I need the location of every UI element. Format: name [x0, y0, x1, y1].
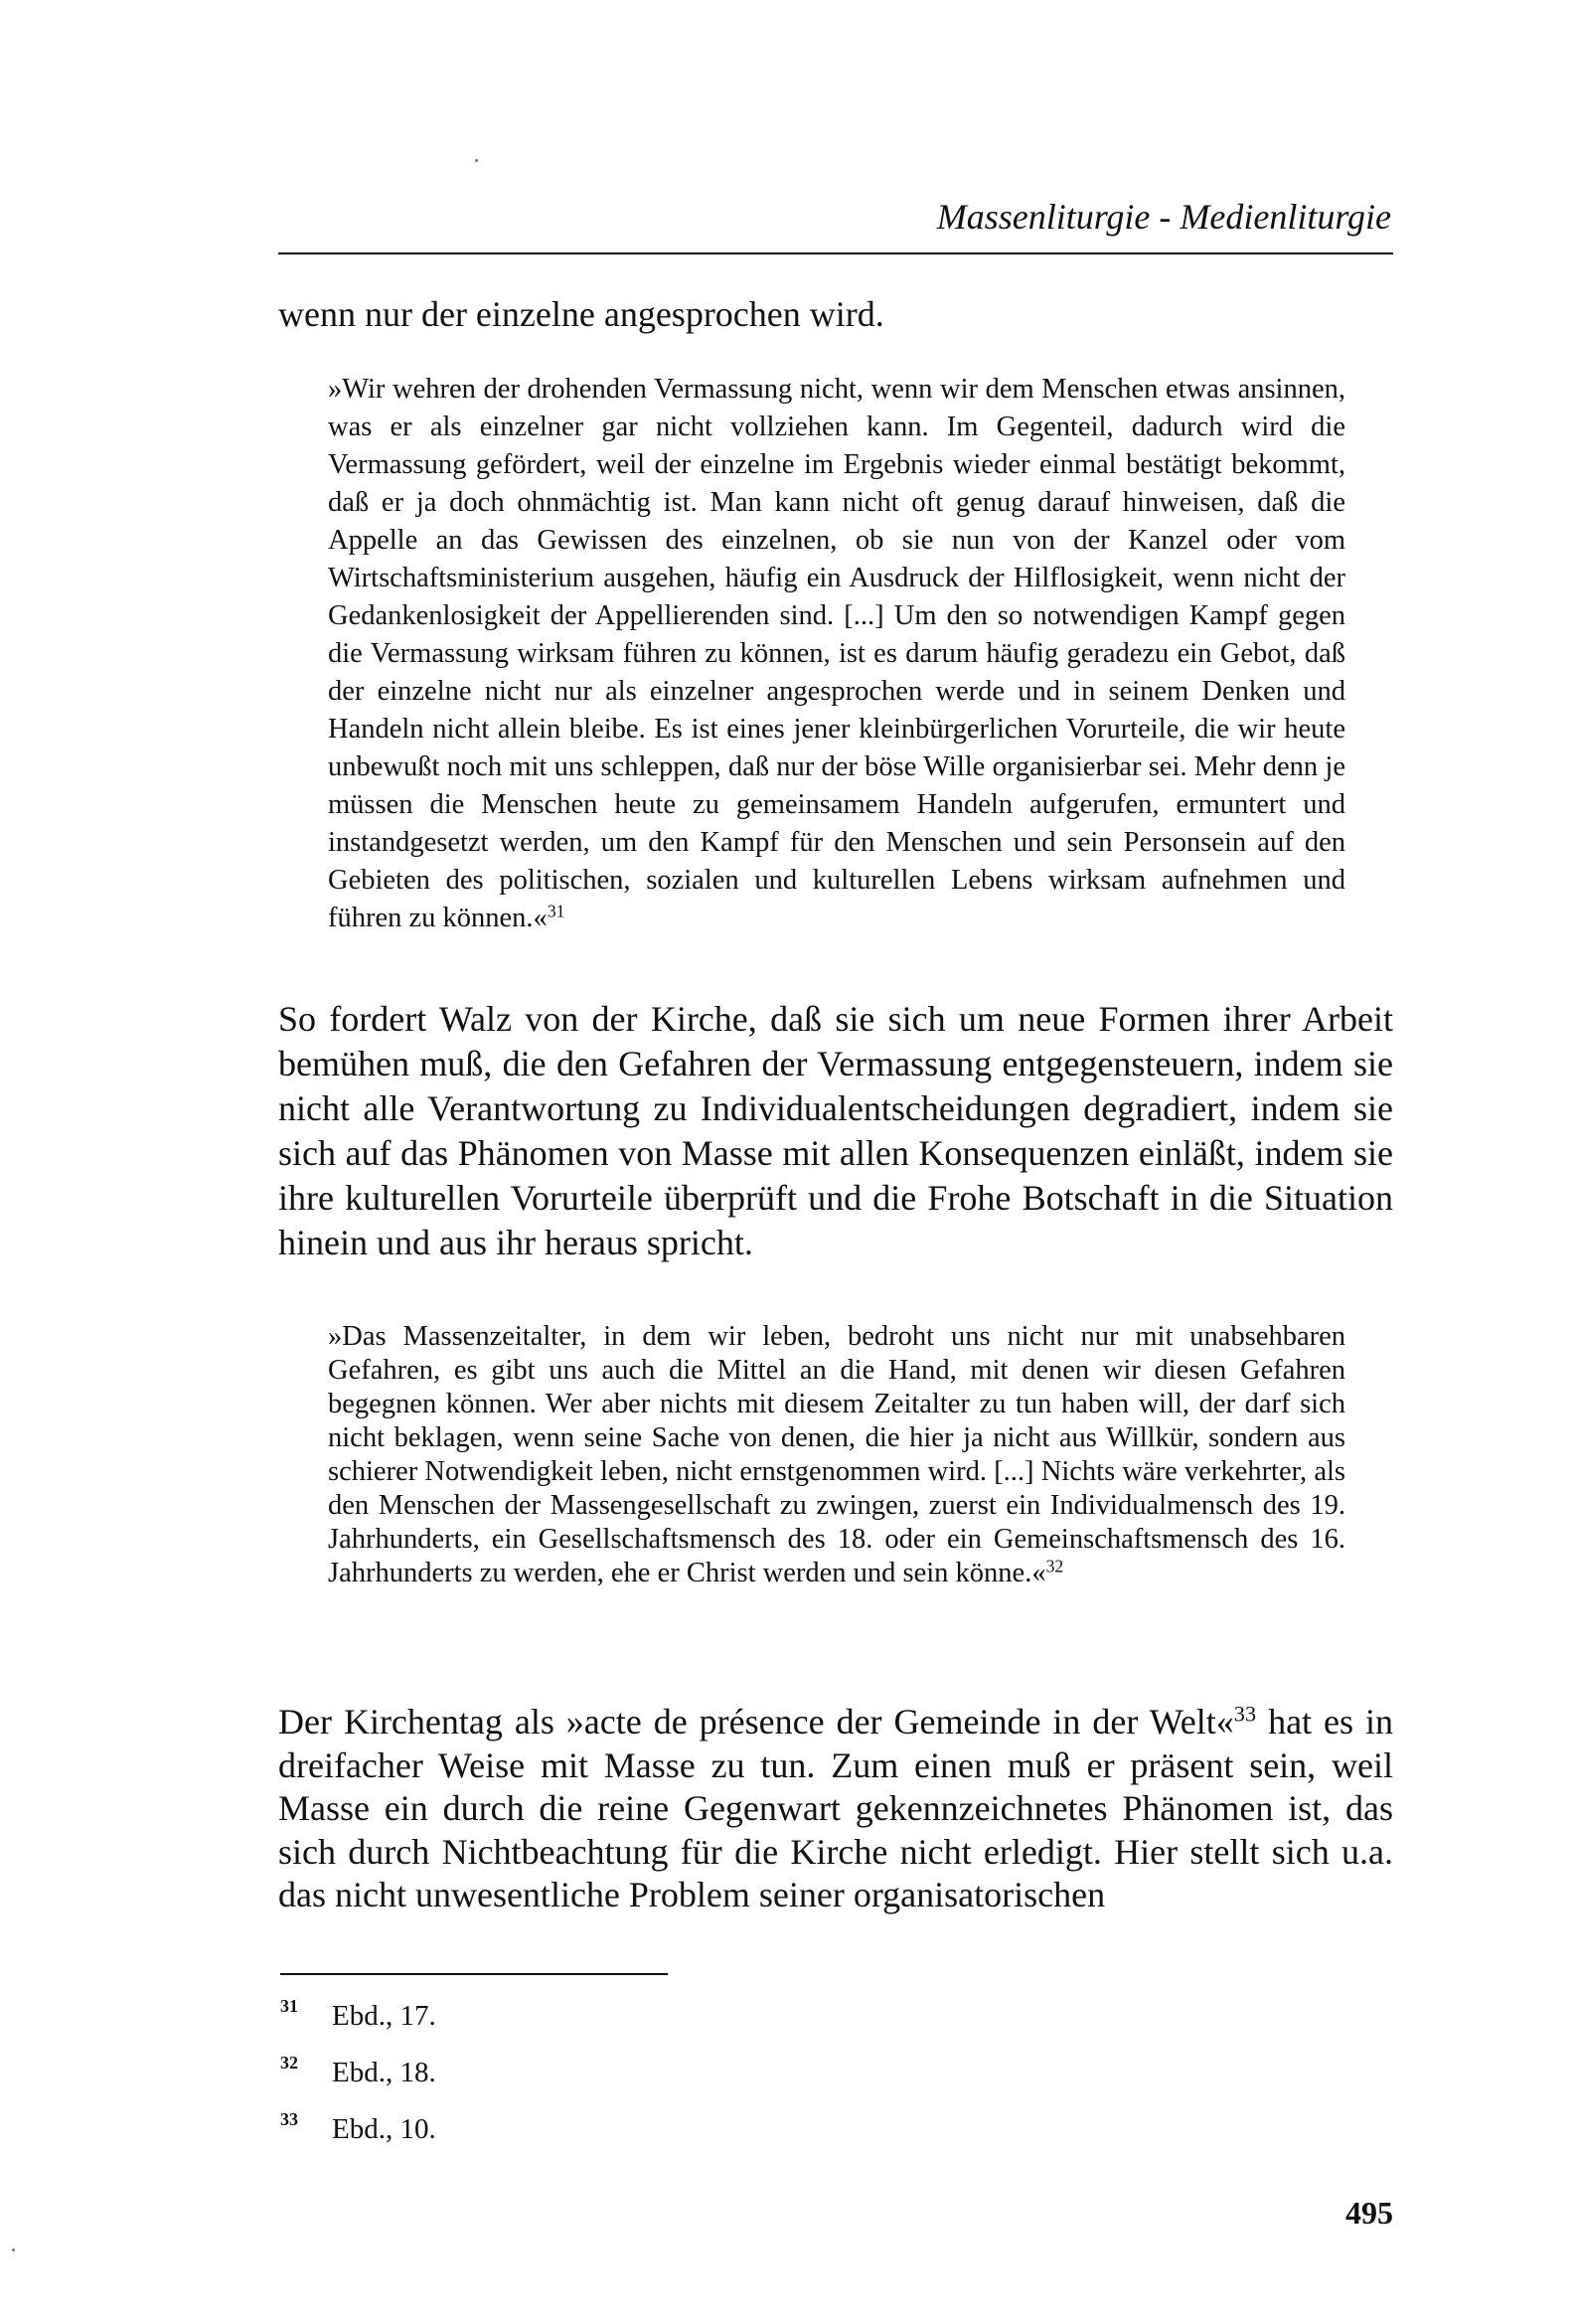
footnote-ref-33: 33 — [1233, 1701, 1257, 1727]
footnote-number: 31 — [280, 1996, 298, 2016]
running-head: Massenliturgie - Medienliturgie — [936, 197, 1391, 237]
footnote-number: 32 — [280, 2053, 298, 2073]
footnotes — [280, 1988, 777, 2158]
footnote-ref-31: 31 — [547, 901, 565, 921]
block-quote-walz-1 — [328, 371, 1345, 937]
block-quote-walz-2 — [328, 1320, 1345, 1590]
paragraph-kirchentag — [278, 1701, 1393, 1917]
footnote-text: Ebd., 10. — [332, 2113, 436, 2145]
footnote-33 — [280, 2101, 777, 2158]
header-rule — [278, 252, 1393, 254]
paragraph-text-start: Der Kirchentag als »acte de présence der Gemeinde in der Welt« — [278, 1702, 1234, 1742]
quote-text: »Das Massenzeitalter, in dem wir leben, bedroht uns nicht nur mit unabsehbaren Gefahren, es gibt uns auch die Mittel an die Hand, mit denen wir diesen Gefahren begegnen können. Wer aber nichts mit diesem Zeitalter zu tun haben will, der darf sich nicht beklagen, wenn seine Sache von denen, die hier ja nicht aus Willkür, sondern aus schierer Notwendigkeit leben, nicht ernstgenommen wird. [...] Nichts wäre verkehrter, als den Menschen der Massengesellschaft zu zwingen, zuerst ein Individualmensch des 19. Jahrhunderts, ein Gesellschaftsmensch des 18. oder ein Gemeinschaftsmensch des 16. Jahrhunderts zu werden, ehe er Christ werden und sein könne.« — [328, 1321, 1345, 1588]
page-number: 495 — [1345, 2195, 1393, 2231]
paragraph-walz-demands — [278, 997, 1393, 1265]
footnote-32 — [280, 2045, 777, 2101]
footnote-number: 33 — [280, 2109, 298, 2129]
footnote-ref-32: 32 — [1045, 1556, 1064, 1577]
scan-speck — [12, 2248, 15, 2251]
scan-speck — [475, 159, 478, 162]
footnote-rule — [280, 1973, 668, 1975]
quote-text: »Wir wehren der drohenden Vermassung nicht, wenn wir dem Menschen etwas ansinnen, was er als einzelner gar nicht vollziehen kann. Im Gegenteil, dadurch wird die Vermassung gefördert, weil der einzelne im Ergebnis wieder einmal bestätigt bekommt, daß er ja doch ohnmächtig ist. Man kann nicht oft genug darauf hinweisen, daß die Appelle an das Gewissen des einzelnen, ob sie nun von der Kanzel oder vom Wirtschaftsministerium ausgehen, häufig ein Ausdruck der Hilflosigkeit, wenn nicht der Gedankenlosigkeit der Appellierenden sind. [...] Um den so notwendigen Kampf gegen die Vermassung wirksam führen zu können, ist es darum häufig geradezu ein Gebot, daß der einzelne nicht nur als einzelner angesprochen werde und in seinem Denken und Handeln nicht allein bleibe. Es ist eines jener kleinbürgerlichen Vorurteile, die wir heute unbewußt noch mit uns schleppen, daß nur der böse Wille organisierbar sei. Mehr denn je müssen die Menschen heute zu gemeinsamem Handeln aufgerufen, ermuntert und instandgesetzt werden, um den Kampf für den Menschen und sein Personsein auf den Gebieten des politischen, sozialen und kulturellen Lebens wirksam aufnehmen und führen zu können.« — [328, 374, 1345, 933]
paragraph-continuation — [278, 289, 1393, 339]
paragraph-text: wenn nur der einzelne angesprochen wird. — [278, 294, 884, 334]
footnote-text: Ebd., 18. — [332, 2057, 436, 2088]
paragraph-text-end: hat es in dreifacher Weise mit Masse zu tun. Zum einen muß er präsent sein, weil Masse ein durch die reine Gegenwart gekennzeichnetes Phänomen ist, das sich durch Nichtbeachtung für die Kirche nicht erledigt. Hier stellt sich u.a. das nicht unwesentliche Problem seiner organisatorischen — [278, 1702, 1393, 1914]
paragraph-text: So fordert Walz von der Kirche, daß sie sich um neue Formen ihrer Arbeit bemühen muß, die den Gefahren der Vermassung entgegensteuern, indem sie nicht alle Verantwortung zu Individualentscheidungen degradiert, indem sie sich auf das Phänomen von Masse mit allen Konsequenzen einläßt, indem sie ihre kulturellen Vorurteile überprüft und die Frohe Botschaft in die Situation hinein und aus ihr heraus spricht. — [278, 999, 1393, 1262]
footnote-text: Ebd., 17. — [332, 2000, 436, 2032]
footnote-31 — [280, 1988, 777, 2045]
